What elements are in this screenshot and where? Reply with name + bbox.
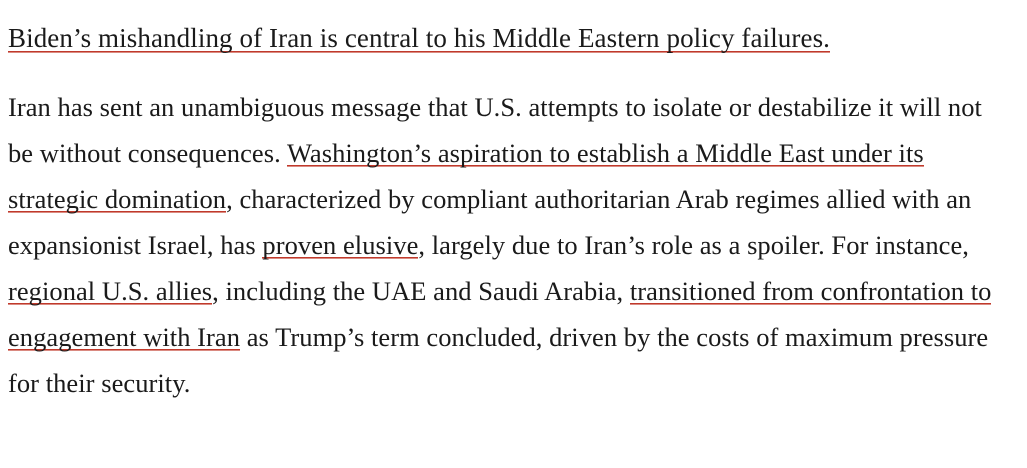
paragraph-segment-0: Iran has sent an unambiguous message that U.S. attempts to isolate or destabilize it will not be without consequences. (8, 92, 982, 168)
paragraph-segment-2: , characterized by compliant authoritarian Arab regimes allied with an expansionist Israel, has (8, 184, 972, 260)
paragraph-segment-4: , largely due to Iran’s role as a spoiler. For instance, (418, 230, 969, 260)
paragraph-segment-3-highlight: proven elusive (262, 230, 419, 260)
paragraph-segment-1-highlight: Washington’s aspiration to establish a Middle East under its strategic domination (8, 138, 924, 214)
paragraph-segment-7-highlight: transitioned from confrontation to engagement with Iran (8, 276, 992, 352)
paragraph-segment-5-highlight: regional U.S. allies (8, 276, 213, 306)
paragraph-segment-6: , including the UAE and Saudi Arabia, (212, 276, 630, 306)
document-body-paragraph (8, 84, 997, 406)
headline-text: Biden’s mishandling of Iran is central to his Middle Eastern policy failures. (8, 23, 831, 53)
paragraph-segment-8: as Trump’s term concluded, driven by the costs of maximum pressure for their security. (8, 322, 989, 398)
document-headline (8, 18, 997, 58)
